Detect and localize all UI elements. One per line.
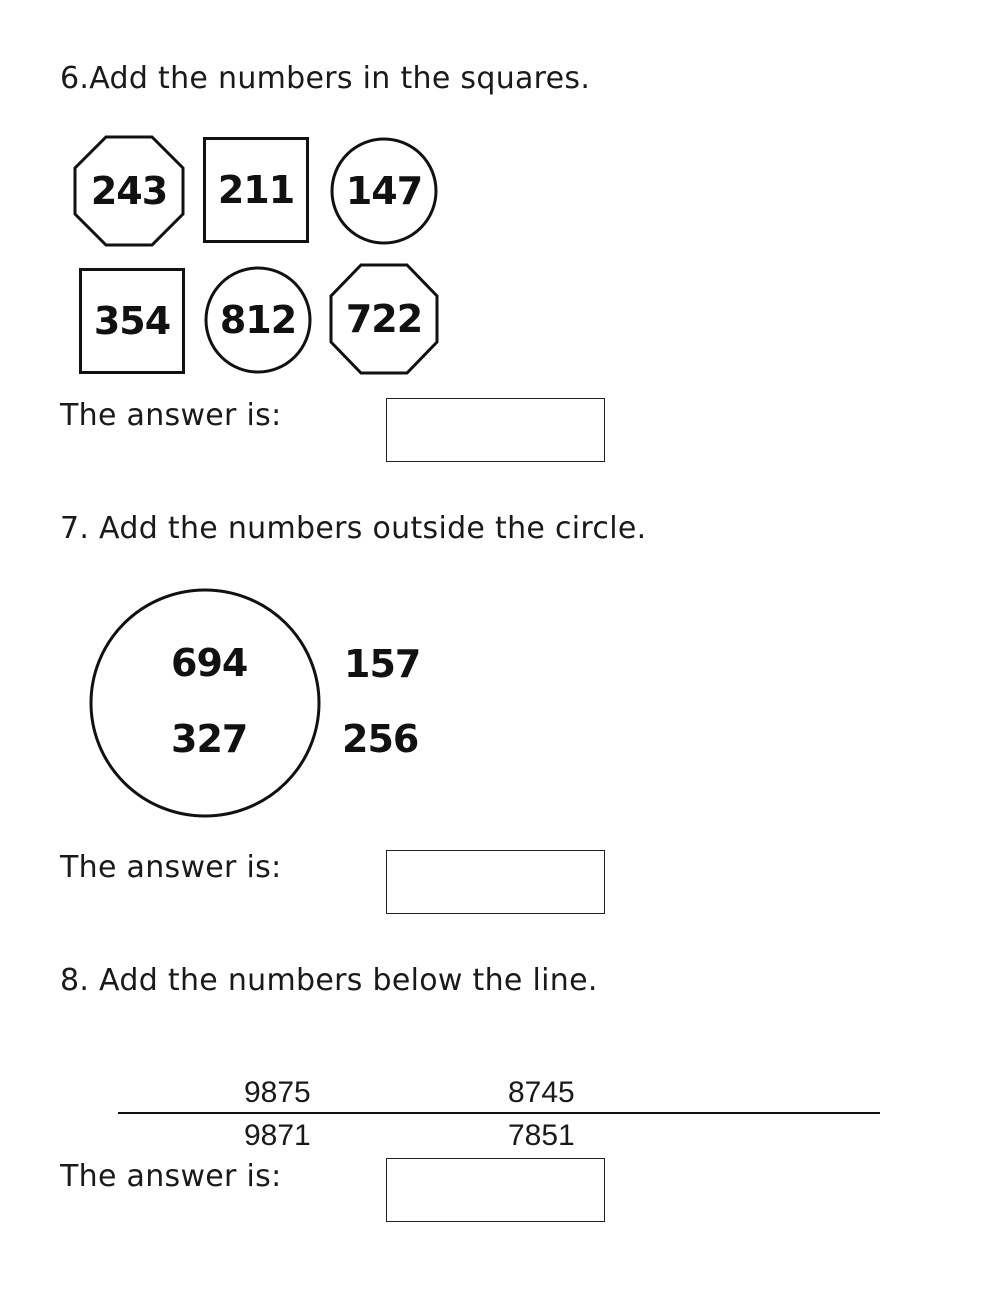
shape-number: 722 (345, 297, 423, 341)
q7-answer-label: The answer is: (60, 850, 282, 885)
q6-answer-box[interactable] (386, 398, 605, 462)
above-number: 8745 (508, 1076, 575, 1109)
shape-number: 243 (90, 169, 168, 213)
q7-answer-box[interactable] (386, 850, 605, 914)
inside-number: 694 (171, 641, 248, 685)
square-shape (203, 137, 309, 243)
q8-answer-label: The answer is: (60, 1159, 282, 1194)
outside-number: 256 (342, 717, 419, 761)
q8-answer-box[interactable] (386, 1158, 605, 1222)
big-circle (88, 586, 324, 820)
octagon-shape (329, 263, 439, 375)
divider-line (118, 1112, 880, 1114)
q7-title: 7. Add the numbers outside the circle. (60, 511, 647, 546)
square-shape (79, 268, 185, 374)
above-number: 9875 (244, 1076, 311, 1109)
octagon-shape (73, 135, 185, 247)
circle-shape (329, 136, 439, 246)
q6-title: 6.Add the numbers in the squares. (60, 61, 591, 96)
circle-shape (203, 265, 313, 375)
outside-number: 157 (344, 642, 421, 686)
q6-answer-label: The answer is: (60, 398, 282, 433)
shape-number: 812 (219, 298, 297, 342)
inside-number: 327 (171, 717, 248, 761)
q8-title: 8. Add the numbers below the line. (60, 963, 598, 998)
below-number: 7851 (508, 1119, 575, 1152)
shape-number: 354 (93, 299, 171, 343)
shape-number: 147 (345, 169, 423, 213)
shape-number: 211 (217, 168, 295, 212)
below-number: 9871 (244, 1119, 311, 1152)
